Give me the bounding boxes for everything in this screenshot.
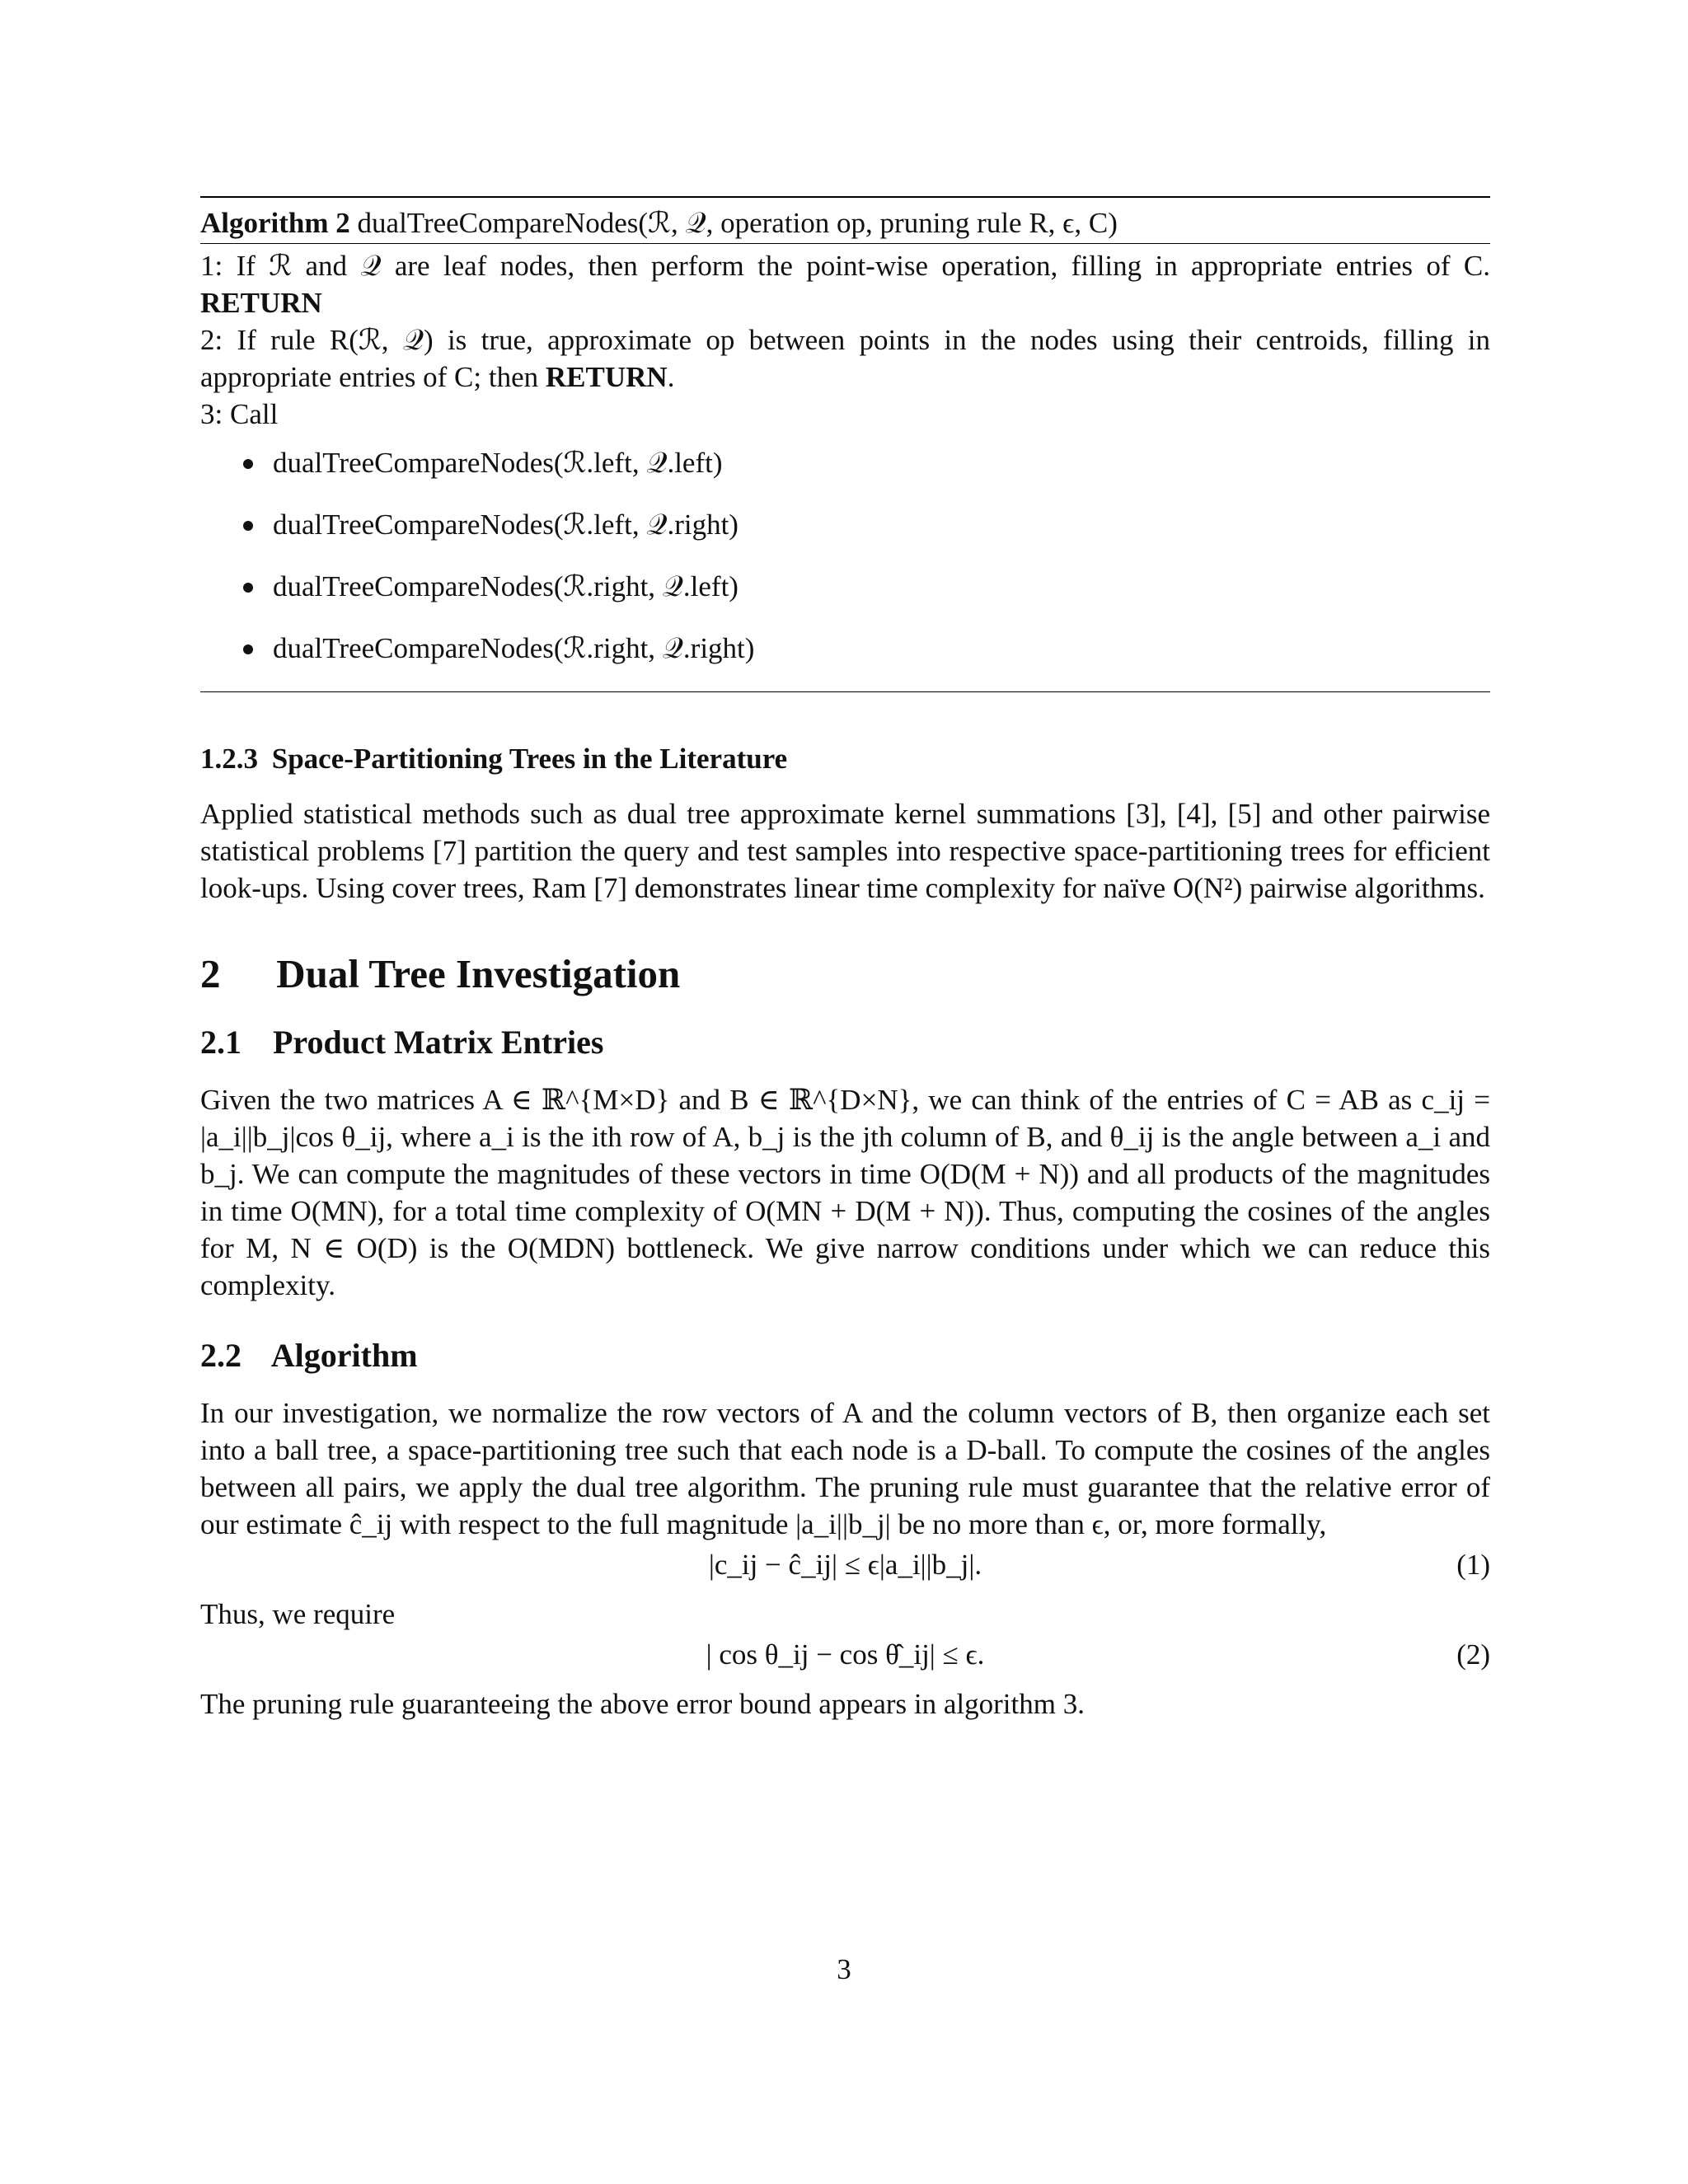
- equation-1-body: |c_ij − ĉ_ij| ≤ ϵ|a_i||b_j|.: [708, 1549, 982, 1581]
- section-heading-2-2: 2.2 Algorithm: [200, 1337, 418, 1374]
- algorithm-step-2: 2: If rule R(ℛ, 𝒬) is true, approximate op between points in the nodes using their centroids, filling in appropriate entries of C; then RETURN.: [200, 324, 1490, 393]
- algorithm-caption: [200, 198, 1490, 243]
- section-heading-2: 2 Dual Tree Investigation: [200, 951, 681, 996]
- paragraph-closing: The pruning rule guaranteeing the above error bound appears in algorithm 3.: [200, 1688, 1085, 1720]
- equation-1: [200, 1546, 1490, 1592]
- algorithm-box: [200, 196, 1490, 692]
- list-item: dualTreeCompareNodes(ℛ.left, 𝒬.left): [241, 444, 1490, 481]
- list-item: dualTreeCompareNodes(ℛ.left, 𝒬.right): [241, 506, 1490, 543]
- section-heading-2-1: 2.1 Product Matrix Entries: [200, 1024, 604, 1061]
- equation-1-number: (1): [1456, 1549, 1490, 1581]
- page-number: 3: [837, 1953, 851, 1985]
- algorithm-step-1: 1: If ℛ and 𝒬 are leaf nodes, then perform the point-wise operation, filling in appropriate entries of C. RETURN: [200, 250, 1490, 319]
- algorithm-step-3: 3: Call: [200, 398, 279, 430]
- algorithm-body: [200, 244, 1490, 667]
- algorithm-label: Algorithm 2: [200, 207, 350, 239]
- equation-2-body: | cos θ_ij − cos θ̂_ij| ≤ ϵ.: [706, 1638, 985, 1671]
- algorithm-name: dualTreeCompareNodes: [357, 207, 639, 239]
- section-heading-1-2-3: 1.2.3 Space-Partitioning Trees in the Literature: [200, 743, 788, 775]
- recursive-calls-list: [200, 444, 1490, 667]
- algorithm-bottom-rule: [200, 691, 1490, 692]
- paragraph-product-matrix: Given the two matrices A ∈ ℝ^{M×D} and B ∈ ℝ^{D×N}, we can think of the entries of C = AB as c_ij = |a_i||b_j|cos θ_ij, where a_i is the ith row of A, b_j is the jth column of B, and θ_ij is the angle between a_i and b_j. We can compute the magnitudes of these vectors in time O(D(M + N)) and all products of the magnitudes in time O(MN), for a total time complexity of O(MN + D(M + N)). Thus, computing the cosines of the angles for M, N ∈ O(D) is the O(MDN) bottleneck. We give narrow conditions under which we can reduce this complexity.: [200, 1084, 1490, 1301]
- list-item: dualTreeCompareNodes(ℛ.right, 𝒬.right): [241, 630, 1490, 667]
- paragraph-literature: Applied statistical methods such as dual tree approximate kernel summations [3], [4], [5] and other pairwise statistical problems [7] partition the query and test samples into respective space-partitioning trees for efficient look-ups. Using cover trees, Ram [7] demonstrates linear time complexity for naïve O(N²) pairwise algorithms.: [200, 798, 1490, 904]
- algorithm-args: (ℛ, 𝒬, operation op, pruning rule R, ϵ, C): [638, 207, 1118, 239]
- list-item: dualTreeCompareNodes(ℛ.right, 𝒬.left): [241, 568, 1490, 605]
- paragraph-thus: Thus, we require: [200, 1598, 396, 1630]
- page-content: [200, 196, 1490, 1722]
- equation-2: [200, 1636, 1490, 1682]
- equation-2-number: (2): [1456, 1638, 1490, 1671]
- paragraph-algorithm: In our investigation, we normalize the row vectors of A and the column vectors of B, then organize each set into a ball tree, a space-partitioning tree such that each node is a D-ball. To compute the cosines of the angles between all pairs, we apply the dual tree algorithm. The pruning rule must guarantee that the relative error of our estimate ĉ_ij with respect to the full magnitude |a_i||b_j| be no more than ϵ, or, more formally,: [200, 1397, 1490, 1540]
